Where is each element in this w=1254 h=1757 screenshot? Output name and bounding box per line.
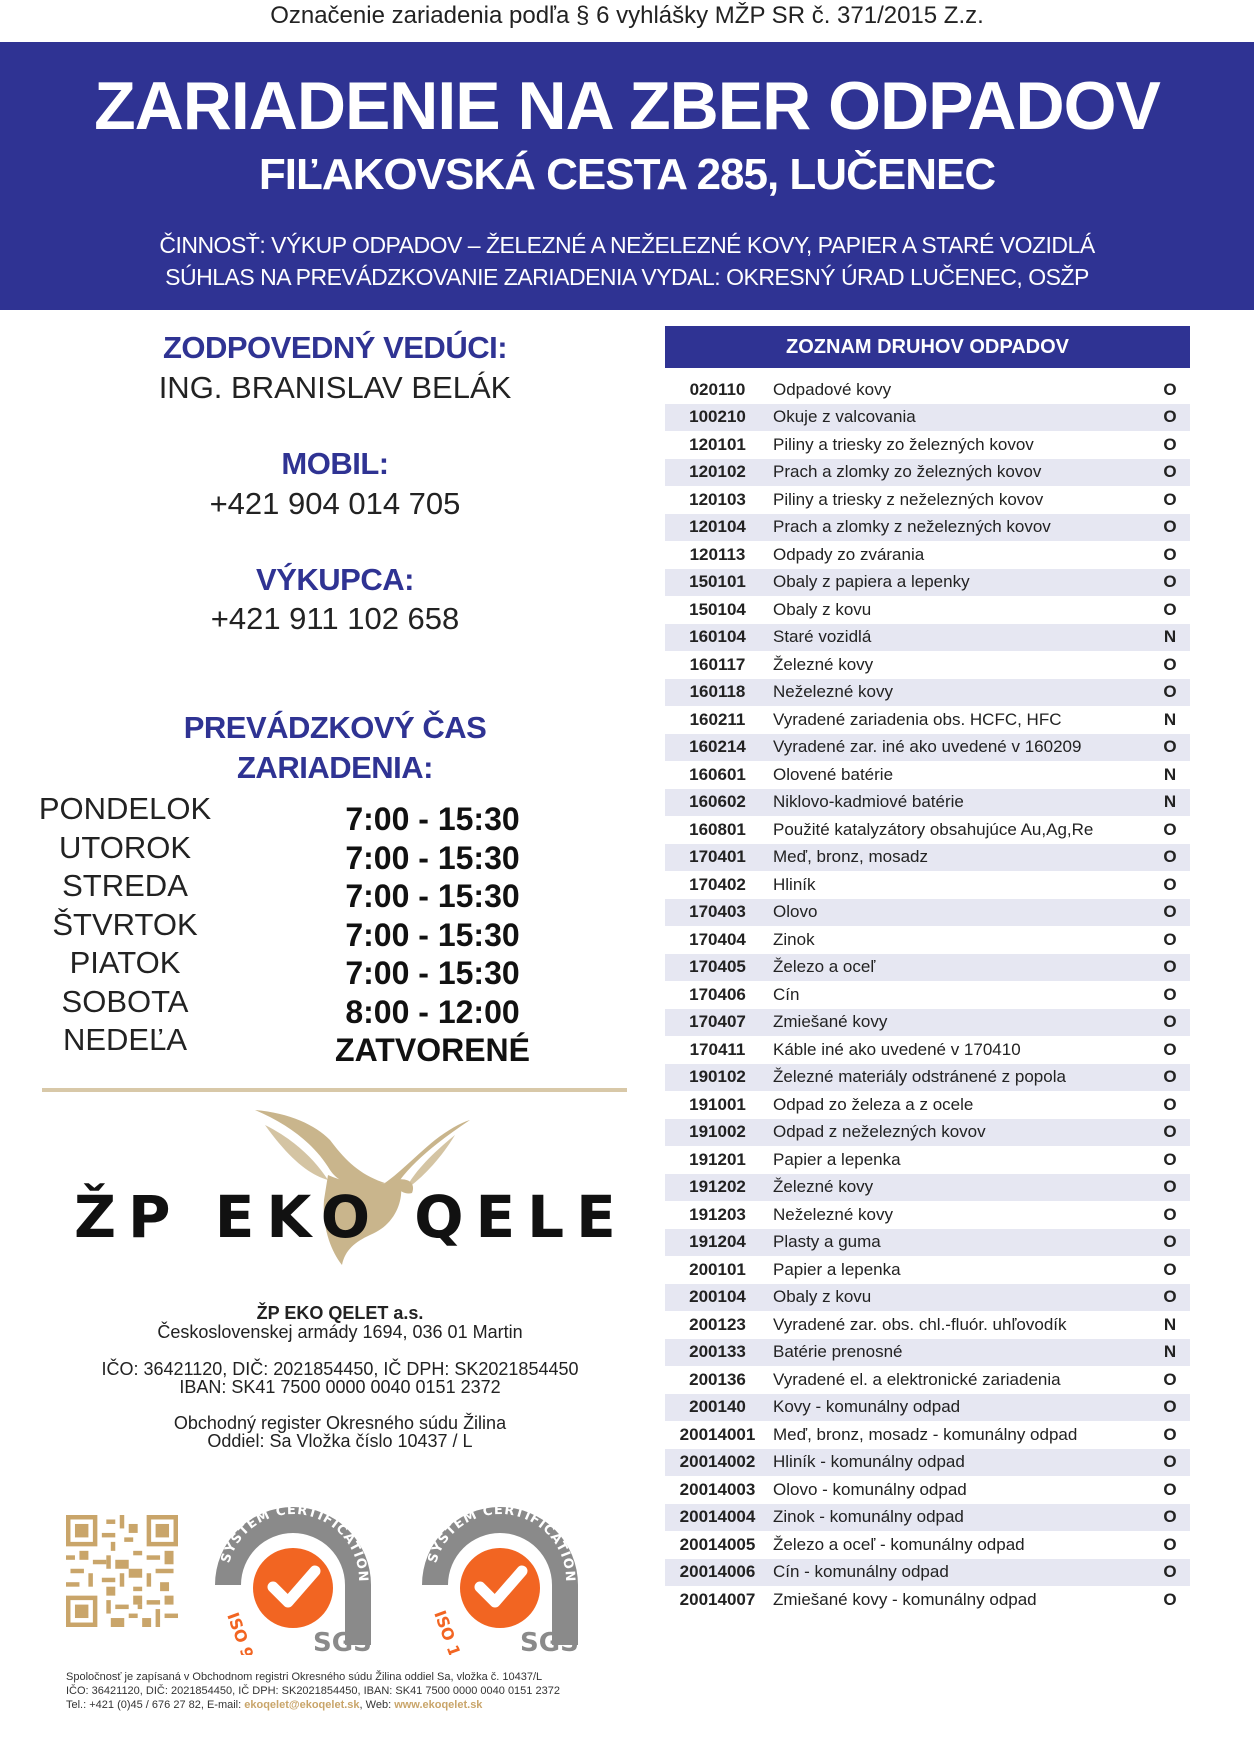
waste-cat-cell: O <box>1163 1534 1177 1554</box>
waste-code-cell: 160117 <box>689 654 746 674</box>
waste-cat-cell: O <box>1163 462 1177 482</box>
waste-code-cell: 200104 <box>689 1287 746 1307</box>
table-row <box>665 1284 1190 1312</box>
table-row <box>665 514 1190 542</box>
company-ids: IČO: 36421120, DIČ: 2021854450, IČ DPH: SK2021854450 <box>101 1359 579 1379</box>
waste-name-cell: Káble iné ako uvedené v 170410 <box>773 1039 1021 1059</box>
hours-title-line2: ZARIADENIA: <box>237 750 433 785</box>
table-row <box>665 541 1190 569</box>
waste-cat-cell: N <box>1163 627 1177 647</box>
approval-line: SÚHLAS NA PREVÁDZKOVANIE ZARIADENIA VYDAL: OKRESNÝ ÚRAD LUČENEC, OSŽP <box>165 264 1089 290</box>
hours-tuesday: 7:00 - 15:30 <box>345 839 520 876</box>
waste-name-cell: Obaly z kovu <box>773 599 872 619</box>
waste-name-cell: Piliny a triesky zo železných kovov <box>773 434 1034 454</box>
table-row <box>665 1559 1190 1587</box>
waste-name-cell: Železo a oceľ - komunálny odpad <box>773 1534 1025 1554</box>
waste-code-cell: 160118 <box>689 682 746 702</box>
company-address: Československej armády 1694, 036 01 Martin <box>157 1322 523 1342</box>
waste-code-cell: 20014005 <box>679 1534 756 1554</box>
table-row <box>665 1476 1190 1504</box>
waste-code-cell: 191204 <box>689 1232 746 1252</box>
waste-name-cell: Odpadové kovy <box>773 379 892 399</box>
waste-name-cell: Železné kovy <box>773 654 874 674</box>
footer-web-label: , Web: <box>359 1699 395 1711</box>
table-row <box>665 1146 1190 1174</box>
waste-name-cell: Niklovo-kadmiové batérie <box>773 792 964 812</box>
waste-name-cell: Železné materiály odstránené z popola <box>773 1067 1066 1087</box>
waste-cat-cell: O <box>1163 1369 1177 1389</box>
waste-table-header: ZOZNAM DRUHOV ODPADOV <box>665 326 1190 368</box>
waste-code-cell: 190102 <box>689 1067 746 1087</box>
company-register: Obchodný register Okresného súdu Žilina <box>173 1413 507 1433</box>
waste-code-cell: 160104 <box>689 627 746 647</box>
waste-cat-cell: O <box>1163 517 1177 537</box>
table-row <box>665 1504 1190 1532</box>
waste-cat-cell: O <box>1163 984 1177 1004</box>
waste-name-cell: Odpad zo železa a z ocele <box>773 1094 974 1114</box>
waste-name-cell: Zinok - komunálny odpad <box>773 1507 964 1527</box>
table-row <box>665 624 1190 652</box>
table-row <box>665 459 1190 487</box>
iso-9001-badge <box>205 1485 380 1655</box>
waste-table <box>665 326 1190 1614</box>
day-monday: PONDELOK <box>38 791 212 826</box>
company-iban: IBAN: SK41 7500 0000 0040 0151 2372 <box>179 1377 501 1397</box>
waste-code-cell: 20014006 <box>679 1562 756 1582</box>
waste-code-cell: 191002 <box>689 1122 746 1142</box>
table-row <box>665 1009 1190 1037</box>
waste-cat-cell: O <box>1163 682 1177 702</box>
waste-name-cell: Piliny a triesky z neželezných kovov <box>773 489 1044 509</box>
company-logo <box>60 1105 628 1275</box>
table-row <box>665 1064 1190 1092</box>
waste-code-cell: 120102 <box>689 462 746 482</box>
hours-saturday: 8:00 - 12:00 <box>345 993 520 1030</box>
waste-cat-cell: N <box>1163 1314 1177 1334</box>
cert1-brand: SGS <box>313 1628 372 1655</box>
waste-code-cell: 200140 <box>689 1397 746 1417</box>
waste-name-cell: Meď, bronz, mosadz <box>773 847 929 867</box>
table-row <box>665 1311 1190 1339</box>
hours-thursday: 7:00 - 15:30 <box>345 916 520 953</box>
waste-code-cell: 170405 <box>689 957 746 977</box>
company-name: ŽP EKO QELET a.s. <box>256 1303 424 1323</box>
table-row <box>665 431 1190 459</box>
waste-name-cell: Vyradené zar. iné ako uvedené v 160209 <box>773 737 1082 757</box>
cert2-arc-text: SYSTEM CERTIFICATION <box>425 1502 578 1583</box>
waste-cat-cell: O <box>1163 1259 1177 1279</box>
waste-cat-cell: O <box>1163 1589 1177 1609</box>
waste-cat-cell: O <box>1163 1177 1177 1197</box>
table-row <box>665 706 1190 734</box>
day-wednesday: STREDA <box>62 868 188 903</box>
waste-name-cell: Cín <box>773 984 800 1004</box>
waste-code-cell: 120113 <box>689 544 746 564</box>
iso-14001-badge <box>412 1485 587 1655</box>
waste-code-cell: 200123 <box>689 1314 746 1334</box>
table-row <box>665 1421 1190 1449</box>
waste-code-cell: 150101 <box>689 572 746 592</box>
waste-name-cell: Obaly z papiera a lepenky <box>773 572 970 592</box>
day-tuesday: UTOROK <box>58 829 192 865</box>
waste-code-cell: 160601 <box>689 764 746 784</box>
page-title: ZARIADENIE NA ZBER ODPADOV <box>94 68 1160 144</box>
waste-code-cell: 20014003 <box>679 1479 756 1499</box>
table-row <box>665 981 1190 1009</box>
waste-name-cell: Odpad z neželezných kovov <box>773 1122 986 1142</box>
manager-name: ING. BRANISLAV BELÁK <box>158 370 512 405</box>
table-row <box>665 899 1190 927</box>
waste-name-cell: Staré vozidlá <box>773 627 872 647</box>
waste-name-cell: Papier a lepenka <box>773 1259 901 1279</box>
waste-code-cell: 160602 <box>689 792 746 812</box>
waste-code-cell: 120101 <box>689 434 746 454</box>
logo-wordmark: ŽP EKO QELE <box>74 1183 628 1251</box>
waste-name-cell: Vyradené zariadenia obs. HCFC, HFC <box>773 709 1062 729</box>
table-row <box>665 1229 1190 1257</box>
company-register-section: Oddiel: Sa Vložka číslo 10437 / L <box>207 1431 473 1451</box>
weekday-list <box>30 790 220 1060</box>
table-row <box>665 1394 1190 1422</box>
waste-cat-cell: O <box>1163 1204 1177 1224</box>
hours-sunday: ZATVORENÉ <box>335 1032 530 1068</box>
waste-cat-cell: O <box>1163 902 1177 922</box>
footer-phone: Tel.: +421 (0)45 / 676 27 82, E-mail: <box>66 1699 245 1711</box>
hours-monday: 7:00 - 15:30 <box>345 801 520 837</box>
waste-cat-cell: O <box>1163 489 1177 509</box>
waste-code-cell: 160214 <box>689 737 746 757</box>
waste-code-cell: 20014001 <box>679 1424 756 1444</box>
waste-name-cell: Prach a zlomky zo železných kovov <box>773 462 1042 482</box>
waste-cat-cell: O <box>1163 1067 1177 1087</box>
table-row <box>665 761 1190 789</box>
waste-name-cell: Olovo - komunálny odpad <box>773 1479 967 1499</box>
waste-cat-cell: O <box>1163 847 1177 867</box>
qr-code-icon[interactable] <box>66 1515 178 1627</box>
waste-cat-cell: N <box>1163 764 1177 784</box>
waste-name-cell: Vyradené zar. obs. chl.-fluór. uhľovodík <box>773 1314 1067 1334</box>
waste-name-cell: Cín - komunálny odpad <box>773 1562 949 1582</box>
table-row <box>665 376 1190 404</box>
table-row <box>665 1036 1190 1064</box>
waste-code-cell: 170407 <box>689 1012 746 1032</box>
waste-name-cell: Neželezné kovy <box>773 682 894 702</box>
hours-wednesday: 7:00 - 15:30 <box>345 878 520 914</box>
mobile-phone[interactable]: +421 904 014 705 <box>209 486 461 521</box>
waste-cat-cell: O <box>1163 957 1177 977</box>
waste-cat-cell: O <box>1163 434 1177 454</box>
waste-name-cell: Meď, bronz, mosadz - komunálny odpad <box>773 1424 1078 1444</box>
waste-code-cell: 191201 <box>689 1149 746 1169</box>
waste-code-cell: 020110 <box>689 379 746 399</box>
table-row <box>665 596 1190 624</box>
waste-cat-cell: O <box>1163 599 1177 619</box>
table-row <box>665 1449 1190 1477</box>
waste-name-cell: Použité katalyzátory obsahujúce Au,Ag,Re <box>773 819 1094 839</box>
waste-name-cell: Hliník - komunálny odpad <box>773 1452 965 1472</box>
waste-cat-cell: O <box>1163 1507 1177 1527</box>
waste-cat-cell: N <box>1163 709 1177 729</box>
waste-cat-cell: O <box>1163 1094 1177 1114</box>
waste-name-cell: Neželezné kovy <box>773 1204 894 1224</box>
table-row <box>665 844 1190 872</box>
table-row <box>665 679 1190 707</box>
table-row <box>665 1531 1190 1559</box>
waste-code-cell: 200133 <box>689 1342 746 1362</box>
activity-line: ČINNOSŤ: VÝKUP ODPADOV – ŽELEZNÉ A NEŽELEZNÉ KOVY, PAPIER A STARÉ VOZIDLÁ <box>159 232 1095 258</box>
cert1-arc-text: SYSTEM CERTIFICATION <box>218 1502 371 1583</box>
waste-code-cell: 160211 <box>689 709 746 729</box>
waste-name-cell: Zmiešané kovy <box>773 1012 888 1032</box>
waste-cat-cell: O <box>1163 1149 1177 1169</box>
table-row <box>665 1201 1190 1229</box>
day-friday: PIATOK <box>69 945 181 980</box>
table-row <box>665 404 1190 432</box>
waste-name-cell: Batérie prenosné <box>773 1342 903 1362</box>
waste-cat-cell: O <box>1163 379 1177 399</box>
waste-cat-cell: O <box>1163 1397 1177 1417</box>
waste-code-cell: 191001 <box>689 1094 746 1114</box>
cert1-standard: ISO 9001 <box>223 1609 269 1655</box>
waste-cat-cell: O <box>1163 407 1177 427</box>
hours-friday: 7:00 - 15:30 <box>345 955 520 991</box>
day-sunday: NEDEĽA <box>62 1022 188 1057</box>
table-row <box>665 1586 1190 1614</box>
waste-cat-cell: O <box>1163 1479 1177 1499</box>
waste-name-cell: Papier a lepenka <box>773 1149 901 1169</box>
waste-cat-cell: O <box>1163 1287 1177 1307</box>
waste-code-cell: 170403 <box>689 902 746 922</box>
waste-name-cell: Okuje z valcovania <box>773 407 916 427</box>
waste-cat-cell: O <box>1163 1232 1177 1252</box>
waste-cat-cell: O <box>1163 654 1177 674</box>
waste-name-cell: Obaly z kovu <box>773 1287 872 1307</box>
section-divider <box>42 1088 627 1092</box>
table-row <box>665 871 1190 899</box>
footer-contact <box>66 1698 686 1712</box>
cert2-brand: SGS <box>520 1628 579 1655</box>
waste-cat-cell: O <box>1163 929 1177 949</box>
waste-cat-cell: N <box>1163 1342 1177 1362</box>
waste-cat-cell: O <box>1163 874 1177 894</box>
waste-name-cell: Zmiešané kovy - komunálny odpad <box>773 1589 1037 1609</box>
waste-cat-cell: O <box>1163 1452 1177 1472</box>
waste-code-cell: 160801 <box>689 819 746 839</box>
cert2-standard: ISO 14001 <box>430 1607 480 1655</box>
waste-cat-cell: O <box>1163 1012 1177 1032</box>
waste-code-cell: 200136 <box>689 1369 746 1389</box>
day-saturday: SOBOTA <box>61 983 189 1019</box>
buyer-phone[interactable]: +421 911 102 658 <box>210 601 460 636</box>
waste-cat-cell: O <box>1163 819 1177 839</box>
hours-title-line1: PREVÁDZKOVÝ ČAS <box>183 710 487 745</box>
table-row <box>665 651 1190 679</box>
table-row <box>665 1339 1190 1367</box>
waste-cat-cell: O <box>1163 1122 1177 1142</box>
facility-address: FIĽAKOVSKÁ CESTA 285, LUČENEC <box>258 150 996 199</box>
table-row <box>665 1091 1190 1119</box>
day-thursday: ŠTVRTOK <box>52 906 198 942</box>
table-row <box>665 569 1190 597</box>
manager-label: ZODPOVEDNÝ VEDÚCI: <box>162 330 508 365</box>
waste-name-cell: Olovené batérie <box>773 764 894 784</box>
waste-cat-cell: O <box>1163 1562 1177 1582</box>
waste-table-body <box>665 376 1190 1614</box>
waste-name-cell: Hliník <box>773 874 816 894</box>
waste-code-cell: 170404 <box>689 929 746 949</box>
waste-name-cell: Železo a oceľ <box>773 957 876 977</box>
waste-name-cell: Prach a zlomky z neželezných kovov <box>773 517 1051 537</box>
waste-code-cell: 150104 <box>689 599 746 619</box>
footer-web-link[interactable]: www.ekoqelet.sk <box>394 1699 483 1711</box>
header-banner <box>0 42 1254 310</box>
buyer-label: VÝKUPCA: <box>256 562 414 597</box>
waste-cat-cell: O <box>1163 1039 1177 1059</box>
waste-cat-cell: N <box>1163 792 1177 812</box>
table-row <box>665 734 1190 762</box>
table-row <box>665 954 1190 982</box>
footer-email-link[interactable]: ekoqelet@ekoqelet.sk <box>244 1699 360 1711</box>
waste-name-cell: Železné kovy <box>773 1177 874 1197</box>
table-row <box>665 926 1190 954</box>
waste-code-cell: 20014002 <box>679 1452 756 1472</box>
waste-code-cell: 170401 <box>689 847 746 867</box>
footer <box>66 1670 686 1712</box>
table-row <box>665 816 1190 844</box>
mobile-label: MOBIL: <box>281 446 389 481</box>
waste-code-cell: 191202 <box>689 1177 746 1197</box>
waste-cat-cell: O <box>1163 737 1177 757</box>
waste-name-cell: Plasty a guma <box>773 1232 881 1252</box>
waste-code-cell: 170406 <box>689 984 746 1004</box>
table-row <box>665 1256 1190 1284</box>
waste-code-cell: 170411 <box>689 1039 746 1059</box>
footer-ids: IČO: 36421120, DIČ: 2021854450, IČ DPH: SK2021854450, IBAN: SK41 7500 0000 0040 0151 2372 <box>66 1685 560 1697</box>
waste-cat-cell: O <box>1163 544 1177 564</box>
table-row <box>665 1366 1190 1394</box>
waste-name-cell: Odpady zo zvárania <box>773 544 925 564</box>
waste-name-cell: Vyradené el. a elektronické zariadenia <box>773 1369 1061 1389</box>
waste-code-cell: 100210 <box>689 407 746 427</box>
waste-cat-cell: O <box>1163 572 1177 592</box>
footer-registry: Spoločnosť je zapísaná v Obchodnom registri Okresného súdu Žilina oddiel Sa, vložka č. 10437/L <box>66 1671 543 1683</box>
waste-code-cell: 20014007 <box>679 1589 756 1609</box>
waste-code-cell: 120104 <box>689 517 746 537</box>
table-row <box>665 1174 1190 1202</box>
waste-name-cell: Kovy - komunálny odpad <box>773 1397 961 1417</box>
waste-code-cell: 120103 <box>689 489 746 509</box>
waste-code-cell: 200101 <box>689 1259 746 1279</box>
waste-code-cell: 20014004 <box>679 1507 756 1527</box>
legal-reference: Označenie zariadenia podľa § 6 vyhlášky MŽP SR č. 371/2015 Z.z. <box>270 2 984 29</box>
table-row <box>665 486 1190 514</box>
waste-name-cell: Zinok <box>773 929 815 949</box>
waste-cat-cell: O <box>1163 1424 1177 1444</box>
waste-code-cell: 191203 <box>689 1204 746 1224</box>
table-row <box>665 1119 1190 1147</box>
waste-code-cell: 170402 <box>689 874 746 894</box>
opening-hours-list <box>330 800 535 1070</box>
table-row <box>665 789 1190 817</box>
waste-name-cell: Olovo <box>773 902 818 922</box>
